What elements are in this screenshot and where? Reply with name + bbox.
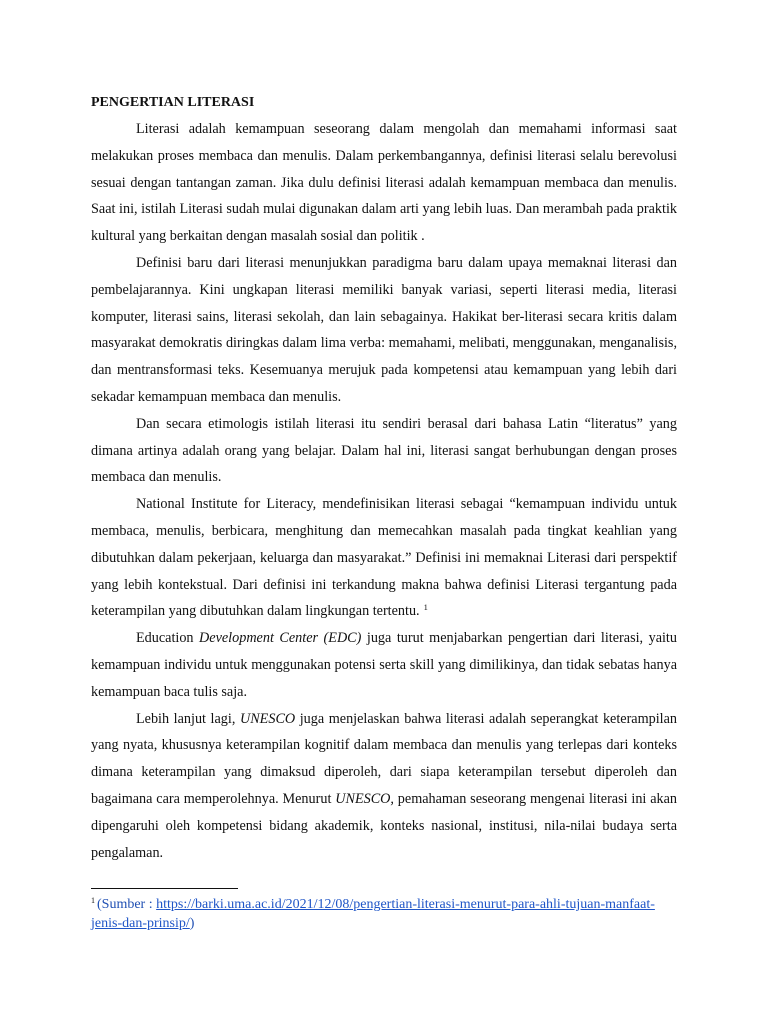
italic-text-run: UNESCO, [335,790,394,807]
text-run: Definisi baru dari literasi menunjukkan paradigma baru dalam upaya memaknai literasi dan pembelajarannya. Kini ungkapan literasi memiliki banyak variasi, seperti literasi media, literasi komputer, literasi sains, literasi sekolah, dan lain sebagainya. Hakikat ber-literasi secara kritis dalam masyarakat demokratis diringkas dalam lima verba: memahami, melibati, menggunakan, menganalisis, dan mentransformasi teks. Kesemuanya merujuk pada kompetensi atau kemampuan yang lebih dari sekadar kemampuan membaca dan menulis. [91,254,677,405]
document-body [91,93,677,866]
footnote-prefix: (Sumber : [97,897,157,912]
footnote-separator [91,888,238,889]
text-run: National Institute for Literacy, mendefinisikan literasi sebagai “kemampuan individu untuk membaca, menulis, berbicara, menghitung dan memecahkan masalah pada tingkat keahlian yang dibutuhkan dalam pekerjaan, keluarga dan masyarakat.” Definisi ini memaknai Literasi dari perspektif yang lebih kontekstual. Dari definisi ini terkandung makna bahwa definisi Literasi tergantung pada keterampilan yang dibutuhkan dalam lingkungan tertentu. [91,496,677,620]
body-paragraph [91,411,677,491]
body-paragraph [91,116,677,250]
footnote-reference: 1 [423,602,428,613]
text-run: juga turut menjabarkan pengertian dari literasi, yaitu kemampuan individu untuk menggunakan potensi serta skill yang dimilikinya, dan tidak sebatas hanya kemampuan baca tulis saja. [91,630,677,700]
italic-text-run: UNESCO [239,710,296,727]
body-paragraph [91,491,677,625]
text-run: juga menjelaskan bahwa literasi adalah seperangkat keterampilan yang nyata, khususnya keterampilan kognitif dalam membaca dan menulis yang terlepas dari konteks dimana keterampilan yang dimaksud diperoleh, dari siapa keterampilan tersebut diperoleh dan bagaimana cara memperolehnya. Menurut [91,710,677,807]
paragraph-list [91,116,677,866]
body-paragraph [91,625,677,705]
body-paragraph [91,706,677,867]
text-run: pemahaman seseorang mengenai literasi ini akan dipengaruhi oleh kompetensi bidang akademik, konteks nasional, institusi, nila-nilai budaya serta pengalaman. [91,790,677,861]
text-run: Dan secara etimologis istilah literasi itu sendiri berasal dari bahasa Latin “literatus” yang dimana artinya adalah orang yang belajar. Dalam hal ini, literasi sangat berhubungan dengan proses membaca dan menulis. [91,415,677,486]
italic-text-run: Development Center (EDC) [199,630,362,647]
text-run: Literasi adalah kemampuan seseorang dalam mengolah dan memahami informasi saat melakukan proses membaca dan menulis. Dalam perkembangannya, definisi literasi selalu berevolusi sesuai dengan tantangan zaman. Jika dulu definisi literasi adalah kemampuan membaca dan menulis. Saat ini, istilah Literasi sudah mulai digunakan dalam arti yang lebih luas. Dan merambah pada praktik kultural yang berkaitan dengan masalah sosial dan politik . [91,121,677,245]
text-run: Lebih lanjut lagi, [136,710,240,727]
footnote-source-link[interactable]: https://barki.uma.ac.id/2021/12/08/pengertian-literasi-menurut-para-ahli-tujuan-manfaat-jenis-dan-prinsip/ [91,897,655,931]
footnote-suffix: ) [189,916,195,931]
body-paragraph [91,250,677,411]
text-run: Education [136,630,200,647]
document-title: PENGERTIAN LITERASI [91,95,255,110]
footnote-number: 1 [91,896,95,905]
footnote [91,895,671,933]
